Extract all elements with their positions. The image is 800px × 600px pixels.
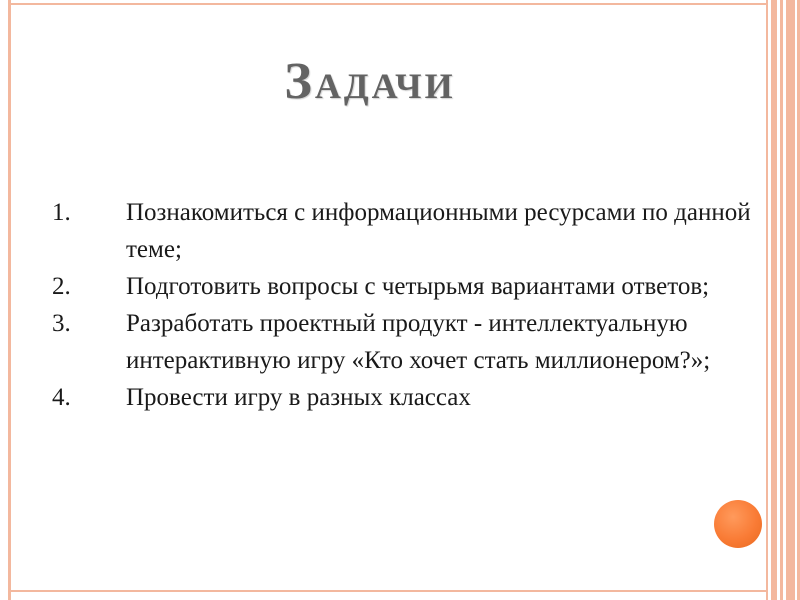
frame-stripe: [780, 0, 783, 600]
frame-stripe: [771, 0, 777, 600]
list-item-text: Подготовить вопросы с четырьмя вариантами ответов;: [126, 273, 710, 300]
frame-stripe: [786, 0, 795, 600]
list-item-text: Познакомиться с информационными ресурсами по данной теме;: [126, 199, 751, 263]
list-item: [52, 194, 752, 268]
list-item-number: 3.: [52, 310, 71, 337]
list-item-number: 4.: [52, 384, 71, 411]
task-list: [52, 194, 752, 416]
decorative-circle: [714, 500, 762, 548]
slide-title: Задачи: [284, 53, 456, 110]
frame-right-stripes: [766, 0, 800, 600]
list-item-text: Провести игру в разных классах: [126, 384, 471, 411]
frame-top-border: [8, 3, 768, 5]
list-item: [52, 379, 752, 416]
frame-stripe: [766, 0, 768, 600]
list-item-number: 1.: [52, 199, 71, 226]
list-item: [52, 305, 752, 379]
frame-bottom-border: [8, 590, 768, 592]
list-item-text: Разработать проектный продукт - интеллектуальную интерактивную игру «Кто хочет стать миллионером?»;: [126, 310, 711, 374]
list-item-number: 2.: [52, 273, 71, 300]
list-item: [52, 268, 752, 305]
